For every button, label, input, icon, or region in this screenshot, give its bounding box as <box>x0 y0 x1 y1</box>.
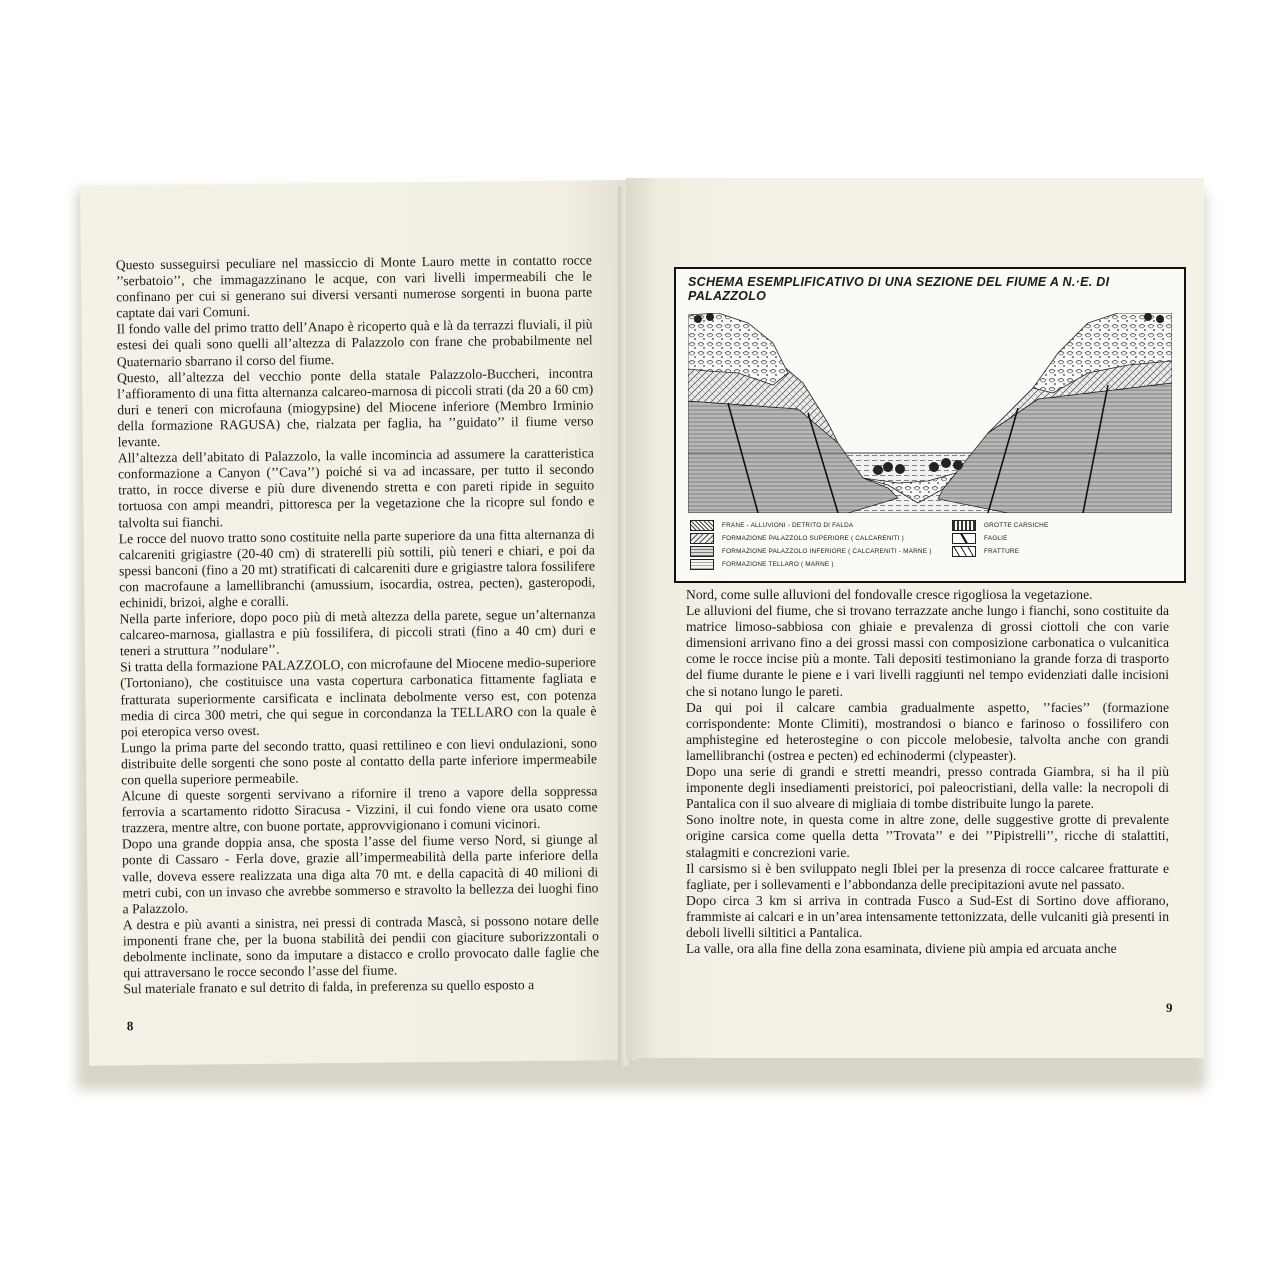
lower-formation-swatch-icon <box>690 546 714 557</box>
paragraph: Le alluvioni del fiume, che si trovano terrazzate anche lungo i fianchi, sono costituite da matrice limoso-sabbiosa con ghiaie e prevalenza di grossi ciottoli che con varie dimensioni arrivano fino a dei grossi massi con composizione carbonatica o vulcanitica come le rocce incise più a monte. Tali depositi testimoniano la grande forza di trasporto del fiume durante le piene e i vari livelli raggiunti nel tempo evidenziati dalle incisioni che si notano lungo le pareti. <box>686 603 1169 699</box>
figure-title: SCHEMA ESEMPLIFICATIVO DI UNA SEZIONE DEL FIUME A N.·E. DI PALAZZOLO <box>688 275 1110 303</box>
paragraph: Il carsismo si è ben sviluppato negli Iblei per la presenza di rocce calcaree fratturate e fagliate, per i sollevamenti e l’abbondanza delle precipitazioni avute nel passato. <box>686 860 1169 892</box>
paragraph: Il fondo valle del primo tratto dell’Anapo è ricoperto quà e là da terrazzi fluviali, il più estesi dei quali sono quelli all’altezza di Palazzolo con frane che probabilmente nel Quaternario sbarrano il corso del fiume. <box>116 316 593 369</box>
legend-label: FRANE - ALLUVIONI - DETRITO DI FALDA <box>722 521 854 529</box>
page-number-right: 9 <box>1166 1000 1173 1015</box>
legend-item <box>952 519 1048 531</box>
paragraph: La valle, ora alla fine della zona esaminata, diviene più ampia ed arcuata anche <box>686 941 1117 957</box>
paragraph: Questo, all’altezza del vecchio ponte della statale Palazzolo-Buccheri, incontra l’affioramento di una fitta alternanza calcareo-marnosa di piccoli strati (da 20 a 60 cm) duri e teneri con microfauna (miogypsine) del Miocene inferiore (Membro Irminio della formazione RAGUSA) che, rialzata per faglia, ha ’’guidato’’ il fiume verso levante. <box>116 365 594 450</box>
right-page <box>626 178 1204 1058</box>
legend-item <box>690 545 932 557</box>
fractures-swatch-icon <box>952 546 976 557</box>
legend-item <box>952 532 1008 544</box>
left-page-text <box>116 252 600 997</box>
legend-label: FORMAZIONE TELLARO ( MARNE ) <box>722 560 834 568</box>
paragraph: Lungo la prima parte del secondo tratto, quasi rettilineo e con lievi ondulazioni, sono distribuite delle sorgenti che sono poste al contatto della parte inferiore impermeabile con quella superiore permeabile. <box>120 735 598 788</box>
figure-legend <box>690 519 1170 575</box>
right-page-text <box>686 587 1169 957</box>
landslide-swatch-icon <box>690 520 714 531</box>
paragraph: Le rocce del nuovo tratto sono costituite nella parte superiore da una fitta alternanza di calcareniti grigiastre (20-40 cm) di straterelli più sottili, più teneri e chiari, e poi da spessi banconi (fino a 20 mt) stratificati di calcareniti dure e grigiastre talora fossilifere con macrofaune a lamellibranchi (amussium, isocardia, ostrea, pecten), gasteropodi, echinidi, brizoi, alghe e coralli. <box>118 525 596 611</box>
legend-label: GROTTE CARSICHE <box>984 521 1049 529</box>
legend-item <box>952 545 1019 557</box>
paragraph: Si tratta della formazione PALAZZOLO, con microfaune del Miocene medio-superiore (Tortoniano), che costituisce una vasta copertura carbonatica fittamente fagliata e fratturata superiormente carsificata e inclinata debolmente verso est, con potenza media di circa 300 metri, che qui segue in corcondanza la TELLARO con la quale è poi eteropica verso ovest. <box>119 654 597 740</box>
paragraph: Sul materiale franato e sul detrito di falda, in preferenza su quello esposto a <box>123 977 535 997</box>
paragraph: Nord, come sulle alluvioni del fondovalle cresce rigogliosa la vegetazione. <box>686 587 1093 602</box>
paragraph: Nella parte inferiore, dopo poco più di metà altezza della parete, segue un’alternanza calcareo-marnosa, giallastra e più fossilifera, di piccoli strati (fino a 40 cm) duri e teneri a struttura ’’nodulare’’. <box>119 606 596 659</box>
tellaro-formation-swatch-icon <box>690 559 714 570</box>
legend-label: FAGLIE <box>984 534 1008 542</box>
paragraph: Da qui poi il calcare cambia gradualmente aspetto, ’’facies’’ (formazione corrispondente: Monte Climiti), mostrandosi o bianco e farinoso o fossilifero con amphistegine ed heterostegine o con piccole melobesie, talvolta anche con grandi lamellibranchi (ostrea e pecten) ed echinodermi (clypeaster). <box>686 699 1169 763</box>
legend-item <box>690 532 904 544</box>
page-number-left: 8 <box>126 1018 134 1034</box>
legend-item <box>690 558 834 570</box>
valley-cross-section-diagram <box>688 313 1172 513</box>
paragraph: A destra e più avanti a sinistra, nei pressi di contrada Mascà, si possono notare delle imponenti frane che, per la buona stabilità dei pendii con giaciture suborizzontali o debolmente inclinate, sono da imputare a distacco e crollo provocato dalle faglie che qui attraversano le rocce secondo l’asse del fiume. <box>122 912 600 981</box>
paragraph: Questo susseguirsi peculiare nel massiccio di Monte Lauro mette in contatto rocce ’’serbatoio’’, che immagazzinano le acque, con vari livelli impermeabili che le confinano per cui si generano sui diversi versanti numerose sorgenti in buona parte captate dai vari Comuni. <box>115 252 593 321</box>
karst-caves-swatch-icon <box>952 520 976 531</box>
legend-item <box>690 519 853 531</box>
paragraph: Dopo una grande doppia ansa, che sposta l’asse del fiume verso Nord, si giunge al ponte di Cassaro - Ferla dove, grazie all’impermeabilità della parte inferiore della valle, doveva essere realizzata una diga alta 70 mt. e della capacità di 40 milioni di metri cubi, con un invaso che avrebbe sommerso e stravolto la bellezza dei luoghi fino a Palazzolo. <box>121 831 599 917</box>
faults-swatch-icon <box>952 533 976 544</box>
paragraph: Alcune di queste sorgenti servivano a rifornire il treno a vapore della soppressa ferrovia a scartamento ridotto Siracusa - Vizzini, il cui fondo viene ora usato come trazzera, mentre altre, con buone portate, approvvigionano i comuni vicinori. <box>121 783 598 836</box>
upper-formation-swatch-icon <box>690 533 714 544</box>
left-page <box>80 180 637 1066</box>
paragraph: Dopo circa 3 km si arriva in contrada Fusco a Sud-Est di Sortino dove affiorano, frammiste ai calcari e in un’area intensamente tettonizzata, delle vulcaniti già presenti in deboli livelli siltitici a Pantalica. <box>686 892 1169 940</box>
paragraph: Dopo una serie di grandi e stretti meandri, presso contrada Giambra, si ha il più imponente degli insediamenti preistorici, poi paleocristiani, della valle: la necropoli di Pantalica con il suo alveare di migliaia di tombe distribuite lungo la parete. <box>686 764 1169 812</box>
legend-label: FORMAZIONE PALAZZOLO INFERIORE ( CALCARENITI - MARNE ) <box>722 547 932 555</box>
paragraph: Sono inoltre note, in questa come in altre zone, delle suggestive grotte di prevalente origine carsica come quella detta ’’Trovata’’ e dei ’’Pipistrelli’’, ricche di stalattiti, stalagmiti e concrezioni varie. <box>686 812 1169 860</box>
cross-section-figure <box>674 267 1186 583</box>
legend-label: FORMAZIONE PALAZZOLO SUPERIORE ( CALCARENITI ) <box>722 534 905 542</box>
paragraph: All’altezza dell’abitato di Palazzolo, la valle incomincia ad assumere la caratteristica conformazione a Canyon (’’Cava’’) poiché si va ad incassare, per tutto il secondo tratto, in rocce diverse e più dure divenendo stretta e con pareti ripide in seguito tortuosa con ampi meandri, pittoresca per la vegetazione che la ricopre sul fondo e talvolta sui fianchi. <box>117 445 595 530</box>
legend-label: FRATTURE <box>984 547 1020 555</box>
